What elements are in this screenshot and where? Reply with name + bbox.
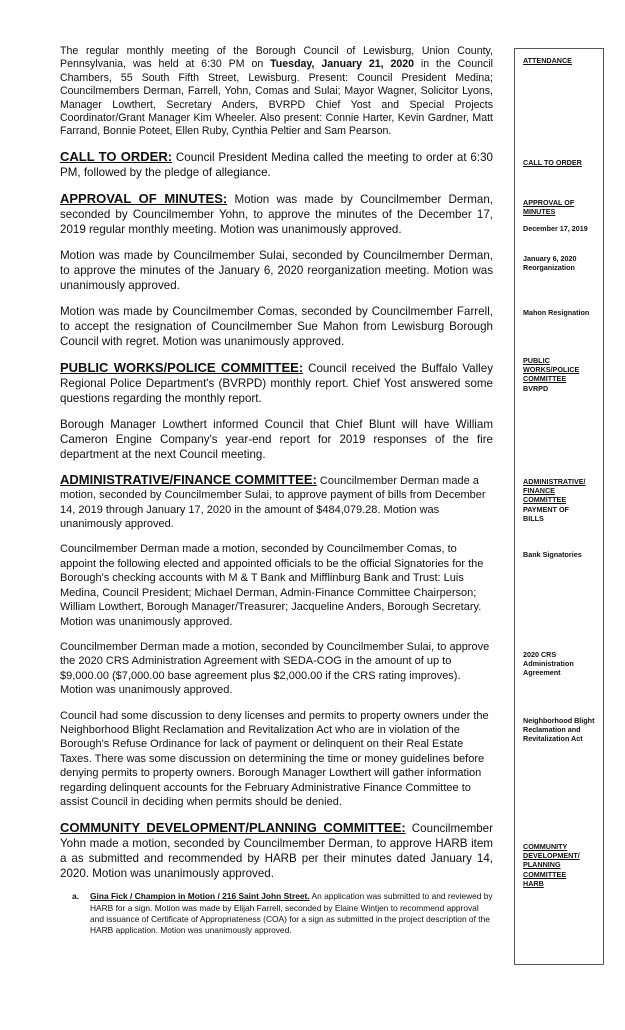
crs-paragraph: Councilmember Derman made a motion, seconded by Councilmember Sulai, to approve the 2020 CRS Administration Agreement with SEDA-COG in the amount of up to $9,000.00 ($7,000.00 base agreement plus $2,000.00 if the CRS rating improves). Motion was unanimously approved. — [60, 640, 490, 697]
note-blight — [523, 716, 605, 744]
note-label: December 17, 2019 — [523, 224, 588, 233]
note-label: WORKS/POLICE — [523, 365, 580, 375]
note-label: Bank Signatories — [523, 550, 582, 559]
section-heading: PUBLIC WORKS/POLICE COMMITTEE: — [60, 359, 304, 375]
fire-report-paragraph: Borough Manager Lowthert informed Council that Chief Blunt will have William Cameron Engine Company's year-end report for 2019 responses of the fire department at the next Council meeting. — [60, 417, 493, 461]
list-marker: a. — [72, 891, 79, 902]
note-label: BVRPD — [523, 383, 549, 393]
note-label: ADMINISTRATIVE/ — [523, 477, 586, 486]
section-heading: CALL TO ORDER: — [60, 148, 173, 164]
section-text: Council President Medina called the meeting to order at 6:30 PM, followed by the pledge of allegiance. — [60, 150, 493, 179]
harb-item-title: Gina Fick / Champion in Motion / 216 Saint John Street. — [90, 891, 310, 902]
public-works-paragraph — [60, 360, 493, 406]
note-label: Reclamation and — [523, 725, 581, 735]
note-attendance — [523, 56, 605, 65]
attendance-paragraph — [60, 45, 493, 139]
minutes-body — [60, 45, 493, 936]
note-mahon — [523, 308, 605, 317]
note-admin-finance — [523, 477, 605, 523]
note-jan-6 — [523, 254, 605, 272]
note-call-to-order — [523, 158, 605, 167]
margin-notes-box — [514, 48, 604, 965]
note-label: BILLS — [523, 513, 544, 523]
admin-finance-paragraph — [60, 473, 493, 532]
note-bank-signatories — [523, 550, 605, 559]
note-label: DEVELOPMENT/ — [523, 851, 580, 861]
note-label: APPROVAL OF — [523, 198, 575, 207]
note-label: MINUTES — [523, 207, 556, 217]
attendance-text: The regular monthly meeting of the Borough Council of Lewisburg, Union County, Pennsylvania, was held at 6:30 PM on — [60, 45, 493, 71]
note-dec-17 — [523, 224, 605, 233]
note-label: CALL TO ORDER — [523, 158, 582, 167]
note-label: ATTENDANCE — [523, 56, 572, 65]
note-label: PUBLIC — [523, 356, 550, 365]
signatories-paragraph: Councilmember Derman made a motion, seconded by Councilmember Comas, to appoint the following elected and appointed officials to be the official Signatories for the Borough's checking accounts with M & T Bank and Mifflinburg Bank and Trust: Luis Medina, Council President; Michael Derman, Admin-Finance Committee Chairperson; William Lowthert, Borough Manager/Treasurer; Jacqueline Anders, Borough Secretary. Motion was unanimously approved. — [60, 543, 484, 628]
section-text: Councilmember Derman made a motion, seconded by Councilmember Sulai, to approve payment of bills from December 14, 2019 through January 17, 2020 in the amount of $484,079.28. Motion was unanimously approved. — [60, 474, 486, 531]
attendance-text-cont: in the Council Chambers, 55 South Fifth Street, Lewisburg. Present: Council President Medina; Councilmembers Derman, Farrell, Yohn, Comas and Sulai; Mayor Wagner, Solicitor Lyons, Manager Lowthert, Secretary Anders, BVRPD Chief Yost and Special Projects Coordinator/Grant Manager Kim Wheeler. Also present: Connie Harter, Kevin Gardner, Matt Farrand, Bonnie Poteet, Ellen Ruby, Cynthia Peltier and Sam Pearson. — [60, 58, 493, 138]
harb-item-body — [90, 891, 493, 936]
note-public-works — [523, 356, 605, 393]
section-text: Motion was made by Councilmember Derman, seconded by Councilmember Yohn, to approve the minutes of the December 17, 2019 regular monthly meeting. Motion was unanimously approved. — [60, 192, 493, 236]
note-label: HARB — [523, 878, 544, 888]
note-label: Reorganization — [523, 263, 575, 273]
note-label: January 6, 2020 — [523, 254, 577, 263]
note-label: 2020 CRS — [523, 650, 557, 659]
resignation-paragraph: Motion was made by Councilmember Comas, seconded by Councilmember Farrell, to accept the resignation of Councilmember Sue Mahon from Lewisburg Borough Council with regret. Motion was unanimously approved. — [60, 304, 493, 348]
meeting-date: Tuesday, January 21, 2020 — [270, 58, 415, 71]
note-label: COMMITTEE — [523, 374, 567, 384]
note-label: Neighborhood Blight — [523, 716, 595, 725]
note-label: Administration — [523, 659, 574, 669]
note-label: COMMITTEE — [523, 869, 567, 879]
note-community-dev — [523, 842, 605, 888]
blight-paragraph: Council had some discussion to deny licenses and permits to property owners under the Neighborhood Blight Reclamation and Revitalization Act who are in violation of the Borough's Refuse Ordinance for lack of payment or delinquent on their Real Estate Taxes. There was some discussion on determining the time or money guidelines before denying permits to property owners. Borough Manager Lowthert will gather information regarding delinquent accounts for the February Administrative Finance Committee to assist Council in deciding when permits should be denied. — [60, 709, 489, 808]
section-heading: APPROVAL OF MINUTES: — [60, 190, 228, 206]
section-text: Councilmember Yohn made a motion, seconded by Councilmember Derman, to approve HARB item a as submitted and recommended by HARB per their minutes dated January 14, 2020. Motion was unanimously approved. — [60, 822, 493, 881]
call-to-order-paragraph — [60, 149, 493, 180]
note-label: PLANNING — [523, 860, 561, 870]
section-text: Council received the Buffalo Valley Regional Police Department's (BVRPD) monthly report. Chief Yost answered some questions regarding the monthly report. — [60, 361, 493, 405]
note-label: COMMITTEE — [523, 495, 567, 505]
note-label: FINANCE — [523, 486, 555, 496]
community-dev-paragraph — [60, 820, 493, 881]
harb-item-text: An application was submitted to and reviewed by HARB for a sign. Motion was made by Elijah Farrell, seconded by Elaine Wintjen to recommend approval and issuance of Certificate of Appropriateness (COA) for a sign as submitted in the project description of the HARB application. Motion was unanimously approved. — [90, 891, 493, 935]
section-heading: ADMINISTRATIVE/FINANCE COMMITTEE: — [60, 471, 317, 487]
note-label: Revitalization Act — [523, 734, 583, 744]
note-approval-minutes — [523, 198, 605, 216]
section-heading: COMMUNITY DEVELOPMENT/PLANNING COMMITTEE: — [60, 820, 406, 836]
reorg-minutes-paragraph: Motion was made by Councilmember Sulai, seconded by Councilmember Derman, to approve the minutes of the January 6, 2020 reorganization meeting. Motion was unanimously approved. — [60, 248, 493, 292]
note-crs — [523, 650, 605, 678]
harb-item-a — [72, 891, 493, 936]
note-label: COMMUNITY — [523, 842, 568, 851]
note-label: Mahon Resignation — [523, 308, 590, 317]
approval-minutes-paragraph — [60, 191, 493, 237]
note-label: PAYMENT OF — [523, 504, 569, 514]
note-label: Agreement — [523, 668, 561, 678]
